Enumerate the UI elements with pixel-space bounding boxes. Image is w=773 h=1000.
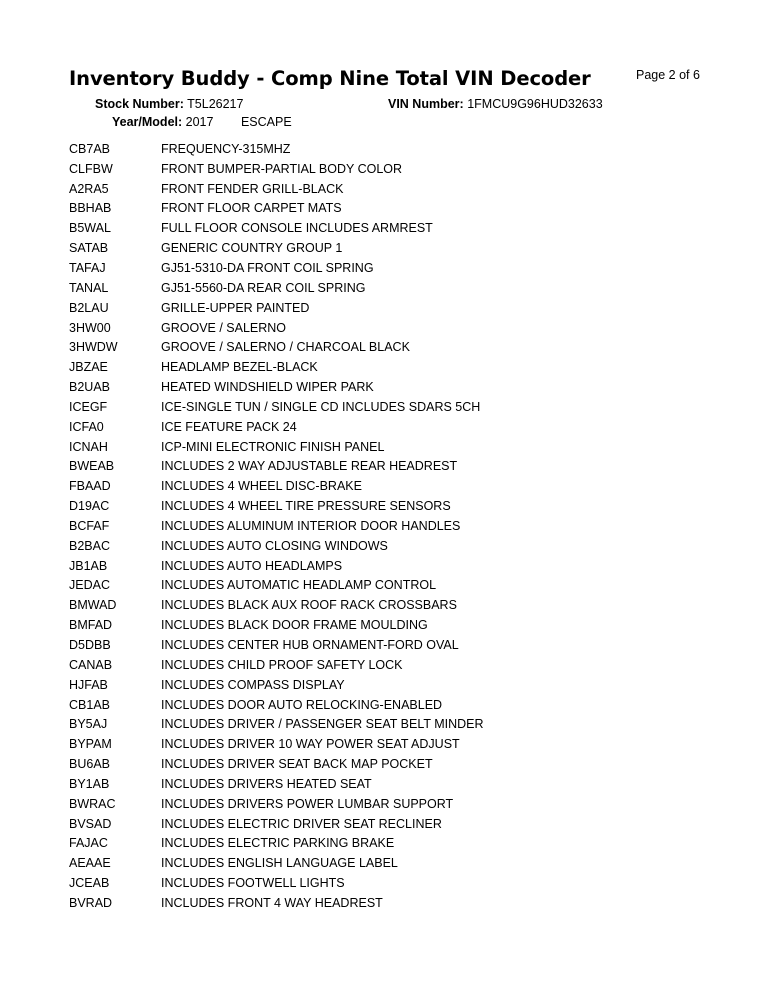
list-item — [69, 893, 484, 913]
list-item — [69, 496, 484, 516]
model-value: ESCAPE — [240, 115, 292, 129]
option-description: INCLUDES DRIVERS POWER LUMBAR SUPPORT — [161, 796, 454, 811]
option-code: TANAL — [69, 280, 109, 295]
option-description: GROOVE / SALERNO / CHARCOAL BLACK — [161, 340, 410, 355]
option-code: BMFAD — [69, 618, 113, 633]
option-description: INCLUDES DOOR AUTO RELOCKING-ENABLED — [161, 697, 443, 712]
option-code: ICFA0 — [69, 419, 104, 434]
list-item — [69, 655, 484, 675]
option-description: INCLUDES CENTER HUB ORNAMENT-FORD OVAL — [161, 638, 459, 653]
option-description: INCLUDES FRONT 4 WAY HEADREST — [161, 895, 383, 910]
option-code: CLFBW — [69, 161, 113, 176]
option-description: INCLUDES COMPASS DISPLAY — [161, 677, 345, 692]
list-item — [69, 774, 484, 794]
option-description: INCLUDES AUTOMATIC HEADLAMP CONTROL — [161, 578, 437, 593]
list-item — [69, 814, 484, 834]
option-description: INCLUDES 4 WHEEL TIRE PRESSURE SENSORS — [161, 499, 451, 514]
year-model-line — [112, 115, 292, 129]
option-code: JEDAC — [69, 578, 110, 593]
list-item — [69, 853, 484, 873]
list-item — [69, 199, 484, 219]
option-code: SATAB — [69, 241, 109, 256]
list-item — [69, 873, 484, 893]
option-code: B2UAB — [69, 380, 110, 395]
option-code: 3HWDW — [69, 340, 118, 355]
list-item — [69, 695, 484, 715]
option-code: B5WAL — [69, 221, 111, 236]
option-code: 3HW00 — [69, 320, 111, 335]
vin-number-label: VIN Number: — [388, 97, 464, 111]
option-description: INCLUDES AUTO HEADLAMPS — [161, 558, 343, 573]
option-description: INCLUDES ELECTRIC DRIVER SEAT RECLINER — [161, 816, 442, 831]
option-description: HEATED WINDSHIELD WIPER PARK — [161, 380, 374, 395]
option-code: BY5AJ — [69, 717, 108, 732]
option-code: D19AC — [69, 499, 110, 514]
option-description: INCLUDES ENGLISH LANGUAGE LABEL — [161, 856, 398, 871]
option-description: INCLUDES AUTO CLOSING WINDOWS — [161, 538, 388, 553]
list-item — [69, 576, 484, 596]
option-code: BVRAD — [69, 895, 113, 910]
option-code: ICNAH — [69, 439, 108, 454]
option-code: BBHAB — [69, 201, 112, 216]
list-item — [69, 635, 484, 655]
list-item — [69, 139, 484, 159]
list-item — [69, 258, 484, 278]
option-description: FRONT FENDER GRILL-BLACK — [161, 181, 344, 196]
list-item — [69, 159, 484, 179]
list-item — [69, 437, 484, 457]
option-code: D5DBB — [69, 638, 111, 653]
option-code: FBAAD — [69, 479, 111, 494]
option-description: GROOVE / SALERNO — [161, 320, 287, 335]
list-item — [69, 238, 484, 258]
list-item — [69, 476, 484, 496]
list-item — [69, 278, 484, 298]
option-description: GJ51-5560-DA REAR COIL SPRING — [161, 280, 366, 295]
list-item — [69, 794, 484, 814]
list-item — [69, 734, 484, 754]
option-code: AEAAE — [69, 856, 111, 871]
list-item — [69, 516, 484, 536]
option-code: B2LAU — [69, 300, 109, 315]
stock-number-line — [95, 97, 243, 111]
option-code: BMWAD — [69, 598, 117, 613]
stock-number-value: T5L26217 — [187, 97, 244, 111]
option-description: GENERIC COUNTRY GROUP 1 — [161, 241, 343, 256]
list-item — [69, 834, 484, 854]
option-description: GRILLE-UPPER PAINTED — [161, 300, 310, 315]
list-item — [69, 357, 484, 377]
option-description: INCLUDES DRIVER 10 WAY POWER SEAT ADJUST — [161, 737, 460, 752]
option-description: INCLUDES FOOTWELL LIGHTS — [161, 876, 345, 891]
stock-number-label: Stock Number: — [95, 97, 184, 111]
option-description: INCLUDES 4 WHEEL DISC-BRAKE — [161, 479, 362, 494]
list-item — [69, 337, 484, 357]
list-item — [69, 377, 484, 397]
list-item — [69, 298, 484, 318]
option-description: INCLUDES ELECTRIC PARKING BRAKE — [161, 836, 395, 851]
option-code: JBZAE — [69, 360, 108, 375]
option-description: FRONT BUMPER-PARTIAL BODY COLOR — [161, 161, 403, 176]
option-code: BCFAF — [69, 518, 110, 533]
option-description: ICP-MINI ELECTRONIC FINISH PANEL — [161, 439, 385, 454]
option-description: INCLUDES CHILD PROOF SAFETY LOCK — [161, 657, 403, 672]
list-item — [69, 179, 484, 199]
option-code: CB7AB — [69, 141, 110, 156]
option-code: B2BAC — [69, 538, 110, 553]
list-item — [69, 318, 484, 338]
option-code: BWRAC — [69, 796, 116, 811]
list-item — [69, 675, 484, 695]
option-code: BWEAB — [69, 459, 115, 474]
year-value: 2017 — [185, 115, 214, 129]
list-item — [69, 457, 484, 477]
option-description: HEADLAMP BEZEL-BLACK — [161, 360, 318, 375]
option-description: INCLUDES DRIVER / PASSENGER SEAT BELT MINDER — [161, 717, 484, 732]
option-code-list — [69, 139, 484, 913]
vin-number-line — [388, 97, 603, 111]
list-item — [69, 595, 484, 615]
option-description: INCLUDES DRIVERS HEATED SEAT — [161, 776, 372, 791]
option-description: FREQUENCY-315MHZ — [161, 141, 291, 156]
option-description: INCLUDES ALUMINUM INTERIOR DOOR HANDLES — [161, 518, 461, 533]
option-code: TAFAJ — [69, 260, 106, 275]
option-code: ICEGF — [69, 399, 108, 414]
list-item — [69, 536, 484, 556]
option-description: FULL FLOOR CONSOLE INCLUDES ARMREST — [161, 221, 433, 236]
list-item — [69, 556, 484, 576]
vin-number-value: 1FMCU9G96HUD32633 — [467, 97, 603, 111]
option-code: BYPAM — [69, 737, 112, 752]
option-description: ICE FEATURE PACK 24 — [161, 419, 297, 434]
option-description: INCLUDES BLACK DOOR FRAME MOULDING — [161, 618, 428, 633]
option-code: JB1AB — [69, 558, 108, 573]
option-description: INCLUDES DRIVER SEAT BACK MAP POCKET — [161, 757, 433, 772]
option-code: BU6AB — [69, 757, 110, 772]
list-item — [69, 218, 484, 238]
document-title: Inventory Buddy - Comp Nine Total VIN Decoder — [69, 67, 591, 90]
list-item — [69, 417, 484, 437]
option-code: HJFAB — [69, 677, 108, 692]
page-number: Page 2 of 6 — [636, 68, 700, 82]
option-code: CANAB — [69, 657, 113, 672]
option-code: FAJAC — [69, 836, 108, 851]
option-description: GJ51-5310-DA FRONT COIL SPRING — [161, 260, 374, 275]
year-model-label: Year/Model: — [112, 115, 183, 129]
option-description: INCLUDES 2 WAY ADJUSTABLE REAR HEADREST — [161, 459, 458, 474]
option-description: INCLUDES BLACK AUX ROOF RACK CROSSBARS — [161, 598, 457, 613]
list-item — [69, 754, 484, 774]
list-item — [69, 397, 484, 417]
option-code: CB1AB — [69, 697, 110, 712]
list-item — [69, 615, 484, 635]
list-item — [69, 714, 484, 734]
option-code: BY1AB — [69, 776, 110, 791]
option-code: BVSAD — [69, 816, 112, 831]
option-description: FRONT FLOOR CARPET MATS — [161, 201, 342, 216]
option-code: A2RA5 — [69, 181, 109, 196]
option-description: ICE-SINGLE TUN / SINGLE CD INCLUDES SDARS 5CH — [161, 399, 481, 414]
option-code: JCEAB — [69, 876, 110, 891]
